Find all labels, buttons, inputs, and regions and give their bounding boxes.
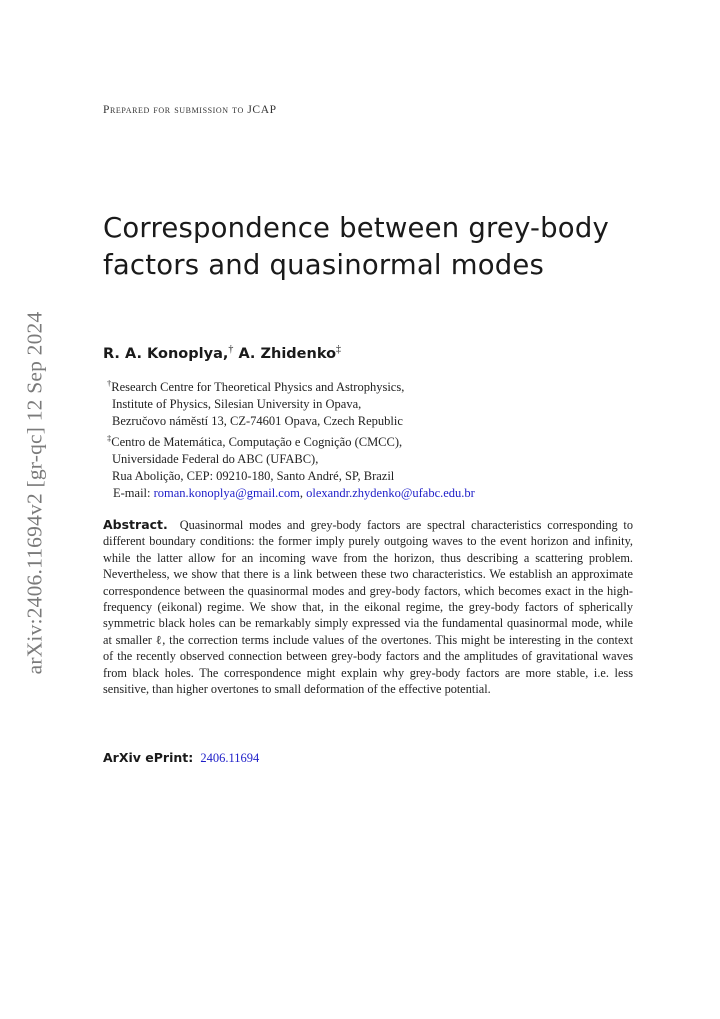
eprint-label: ArXiv ePrint: <box>103 750 194 765</box>
email-separator: , <box>299 486 303 500</box>
affiliations <box>107 375 404 485</box>
author-name: A. Zhidenko <box>238 345 337 362</box>
affiliation-line: Institute of Physics, Silesian University in Opava, <box>112 397 362 412</box>
affiliation-line: Universidade Federal do ABC (UFABC), <box>112 452 319 467</box>
eprint-link[interactable]: 2406.11694 <box>200 751 260 765</box>
affiliation-line: Rua Abolição, CEP: 09210-180, Santo André, SP, Brazil <box>112 469 395 484</box>
affiliation-line: ‡Centro de Matemática, Computação e Cognição (CMCC), <box>107 433 403 450</box>
prepared-for-line: Prepared for submission to JCAP <box>103 104 277 116</box>
arxiv-identifier-stamp <box>20 0 50 1019</box>
email-label: E-mail: <box>113 486 151 500</box>
author-name: R. A. Konoplya, <box>103 345 229 362</box>
affiliation-line: Bezručovo náměstí 13, CZ-74601 Opava, Czech Republic <box>112 414 403 429</box>
author-mark: ‡ <box>336 344 342 355</box>
paper-title: Correspondence between grey-body factors and quasinormal modes <box>103 212 609 281</box>
arxiv-eprint <box>103 750 259 766</box>
abstract-text: Quasinormal modes and grey-body factors are spectral characteristics corresponding to different boundary conditions: the former imply purely outgoing waves to the event horizon and infinity, while the latter allow for an incoming wave from the horizon, thus describing a scattering problem. Nevertheless, we show that there is a link between these two characteristics. We establish an approximate correspondence between the quasinormal modes and grey-body factors, which becomes exact in the high-frequency (eikonal) regime. We show that, in the eikonal regime, the grey-body factors of spherically symmetric black holes can be remarkably simply expressed via the fundamental quasinormal mode, while at smaller ℓ, the correction terms include values of the overtones. This might be interesting in the context of the recently observed connection between grey-body factors and the amplitudes of gravitational waves from black holes. The correspondence might explain why grey-body factors are more stable, i.e. less sensitive, than higher overtones to small deformation of the effective potential. <box>103 518 633 697</box>
abstract-label: Abstract. <box>103 517 168 532</box>
affiliation-mark: ‡ <box>107 433 112 444</box>
email-link-zhidenko[interactable]: olexandr.zhydenko@ufabc.edu.br <box>306 486 475 500</box>
email-link-konoplya[interactable]: roman.konoplya@gmail.com <box>153 486 300 500</box>
arxiv-stamp-text: arXiv:2406.11694v2 [gr-qc] 12 Sep 2024 <box>22 311 47 675</box>
abstract <box>103 517 633 697</box>
author-list <box>103 344 341 362</box>
email-line <box>113 486 475 501</box>
affiliation-mark: † <box>107 378 112 388</box>
author-mark: † <box>228 344 234 355</box>
affiliation-line: †Research Centre for Theoretical Physics and Astrophysics, <box>107 378 405 395</box>
